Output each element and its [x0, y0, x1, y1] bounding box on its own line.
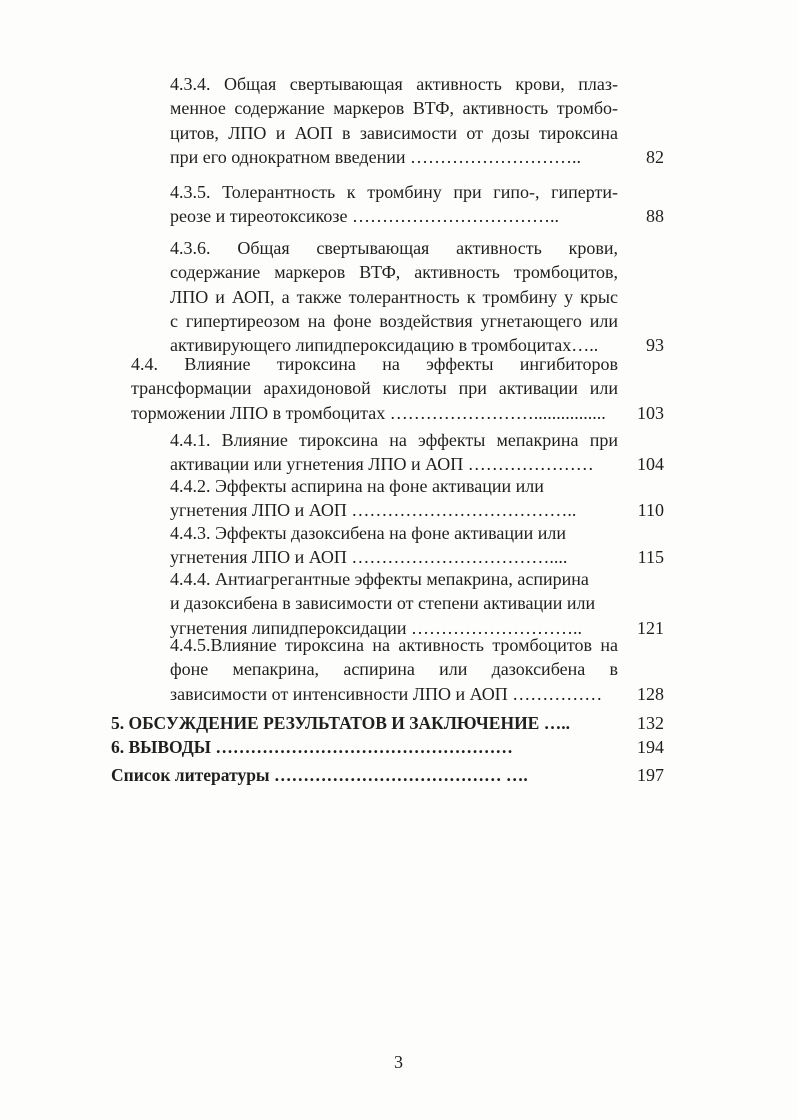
toc-page-number: 115 — [637, 547, 664, 568]
toc-line: угнетения липидпероксидации ……………………….. — [170, 617, 583, 638]
toc-line: и дазоксибена в зависимости от степени активации или — [170, 593, 596, 614]
page-number: 3 — [394, 1052, 403, 1072]
toc-entry-text — [170, 428, 618, 477]
toc-entry-text — [111, 735, 616, 759]
toc-page-number: 88 — [646, 206, 664, 227]
toc-entry-text — [170, 180, 618, 229]
toc-line: фоне мепакрина, аспирина или дазоксибена в — [170, 659, 618, 680]
toc-line: 4.3.4. Общая свертывающая активность крови, плаз- — [170, 74, 618, 94]
toc-line: цитов, ЛПО и АОП в зависимости от дозы тироксина — [170, 122, 618, 143]
toc-entry-text — [111, 763, 616, 787]
toc-line: угнетения ЛПО и АОП …………………………….... — [170, 547, 568, 568]
toc-line: содержание маркеров ВТФ, активность тромбоцитов, — [170, 262, 618, 283]
toc-page-number: 110 — [637, 500, 664, 521]
toc-page-number: 103 — [637, 402, 664, 423]
toc-page-number: 93 — [646, 335, 664, 356]
toc-line: торможении ЛПО в тромбоцитах ……………………................ — [131, 402, 606, 423]
toc-line: 4.4.5.Влияние тироксина на активность тромбоцитов на — [170, 635, 618, 655]
toc-line: менное содержание маркеров ВТФ, активность тромбо- — [170, 98, 618, 119]
toc-page-number: 194 — [637, 737, 664, 757]
toc-entry-text — [170, 521, 618, 570]
toc-line: ЛПО и АОП, а также толерантность к тромбину у крыс — [170, 286, 618, 307]
toc-page-number: 197 — [637, 765, 664, 785]
toc-page-number: 132 — [637, 713, 664, 733]
toc-line: 6. ВЫВОДЫ …………………………………………… — [111, 737, 513, 757]
toc-line: с гипертиреозом на фоне воздействия угнетающего или — [170, 310, 618, 331]
toc-line: 4.4.4. Антиагрегантные эффекты мепакрина, аспирина — [170, 569, 589, 589]
toc-page-number: 104 — [637, 454, 664, 475]
toc-entry-text — [131, 352, 618, 425]
toc-entry-text — [111, 711, 616, 735]
toc-line: зависимости от интенсивности ЛПО и АОП …………… — [170, 683, 603, 704]
toc-entry-text — [170, 633, 618, 706]
toc-page-number: 128 — [637, 683, 664, 704]
toc-line: активации или угнетения ЛПО и АОП ………………… — [170, 454, 594, 475]
toc-entry-text — [170, 72, 618, 169]
toc-line: трансформации арахидоновой кислоты при активации или — [131, 378, 618, 399]
toc-line: 4.4.1. Влияние тироксина на эффекты мепакрина при — [170, 430, 618, 450]
toc-entry-text — [170, 236, 618, 357]
toc-line: угнетения ЛПО и АОП ……………………………….. — [170, 500, 577, 521]
toc-line: 4.3.6. Общая свертывающая активность крови, — [170, 238, 618, 258]
toc-line: реозе и тиреотоксикозе …………………………….. — [170, 206, 559, 227]
toc-entry-text — [170, 567, 618, 640]
toc-line: при его однократном введении ……………………….. — [170, 146, 581, 167]
toc-line: 5. ОБСУЖДЕНИЕ РЕЗУЛЬТАТОВ И ЗАКЛЮЧЕНИЕ ….. — [111, 713, 570, 733]
toc-page-number: 82 — [646, 146, 664, 167]
toc-line: 4.3.5. Толерантность к тромбину при гипо-, гиперти- — [170, 182, 618, 202]
toc-line: 4.4.3. Эффекты дазоксибена на фоне активации или — [170, 523, 566, 543]
toc-page-number: 121 — [637, 617, 664, 638]
toc-entry-text — [170, 474, 618, 523]
toc-line: 4.4.2. Эффекты аспирина на фоне активации или — [170, 476, 544, 496]
toc-line: 4.4. Влияние тироксина на эффекты ингибиторов — [131, 354, 618, 374]
toc-line: Список литературы ………………………………… …. — [111, 765, 528, 785]
toc-line: активирующего липидпероксидацию в тромбоцитах….. — [170, 335, 599, 356]
